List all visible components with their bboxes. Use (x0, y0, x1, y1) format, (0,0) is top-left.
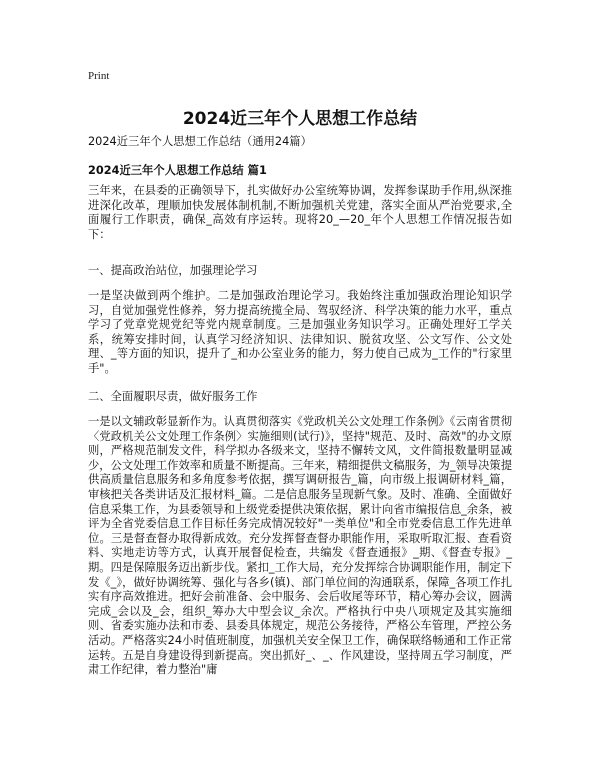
section-paragraph-1: 一是坚决做到两个维护。二是加强政治理论学习。我始终注重加强政治理论知识学习，自觉加强党性修养，努力提高统揽全局、驾驭经济、科学决策的能力水平，重点学习了党章党规党纪等党内规章制度。三是加强业务知识学习。正确处理好工学关系，统筹安排时间，认真学习经济知识、法律知识、脱贫攻坚、公文写作、公文处理、_等方面的知识，提升了_和办公室业务的能力，努力使自己成为_工作的"行家里手"。 (88, 289, 512, 375)
section-paragraph-2: 一是以文辅政彰显新作为。认真贯彻落实《党政机关公文处理工作条例》《云南省贯彻〈党政机关公文处理工作条例〉实施细则(试行)》，坚持"规范、及时、高效"的办文原则，严格规范制发文件，科学拟办各级来文，坚持不懈转文风，文件简报数量明显减少，公文处理工作效率和质量不断提高。三年来，精细提供文稿服务，为_领导决策提供高质量信息服务和多角度参考依据，撰写调研报告_篇，向市级上报调研材料_篇，审核把关各类讲话及汇报材料_篇。二是信息服务呈现新气象。及时、准确、全面做好信息采集工作，为县委领导和上级党委提供决策依据，累计向省市编报信息_余条，被评为全省党委信息工作目标任务完成情况较好"一类单位"和全市党委信息工作先进单位。三是督查督办取得新成效。充分发挥督查督办职能作用，采取听取汇报、查看资料、实地走访等方式，认真开展督促检查，共编发《督查通报》_期、《督查专报》_期。四是保障服务迈出新步伐。紧扣_工作大局，充分发挥综合协调职能作用，制定下发《_》，做好协调统筹、强化与各乡(镇)、部门单位间的沟通联系，保障_各项工作扎实有序高效推进。把好会前准备、会中服务、会后收尾等环节，精心筹办会议，圆满完成_会以及_会，组织_筹办大中型会议_余次。严格执行中央八项规定及其实施细则、省委实施办法和市委、县委具体规定，规范公务接待，严格公车管理，严控公务活动。严格落实24小时值班制度，加强机关安全保卫工作，确保联络畅通和工作正常运转。五是自身建设得到新提高。突出抓好_、_、作风建设，坚持周五学习制度，严肃工作纪律，着力整治"庸 (88, 415, 512, 677)
print-link[interactable]: Print (88, 70, 110, 82)
intro-paragraph: 三年来，在县委的正确领导下，扎实做好办公室统筹协调，发挥参谋助手作用,纵深推进深化改革，理顺加快发展体制机制,不断加强机关党建，落实全面从严治党要求,全面履行工作职责，确保_高效有序运转。现将20_—20_年个人思想工作情况报告如下： (88, 184, 512, 241)
section-heading-2: 二、全面履职尽责，做好服务工作 (88, 390, 258, 403)
document-subtitle: 2024近三年个人思想工作总结（通用24篇） (88, 135, 312, 148)
section-heading-1: 一、提高政治站位，加强理论学习 (88, 264, 258, 277)
article-heading: 2024近三年个人思想工作总结 篇1 (88, 164, 267, 177)
document-title: 2024近三年个人思想工作总结 (182, 109, 418, 129)
